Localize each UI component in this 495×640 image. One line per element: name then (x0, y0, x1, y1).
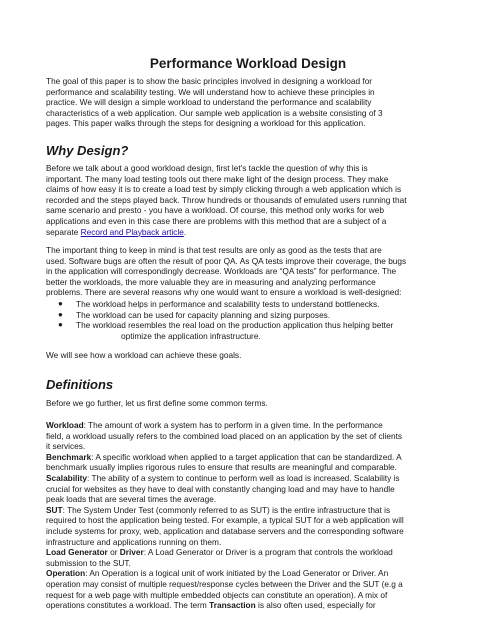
term-label: SUT (46, 504, 63, 515)
text-line (46, 600, 450, 611)
why-paragraph-1 (46, 163, 450, 237)
text-fragment: separate (46, 226, 81, 237)
text-line: claims of how easy it is to create a load test by simply clicking through a web application which is (46, 184, 402, 195)
text-line (46, 227, 450, 238)
list-item-text: The workload helps in performance and scalability tests to understand bottlenecks. (76, 299, 380, 309)
definitions-list (46, 420, 450, 611)
why-paragraph-2 (46, 245, 450, 298)
text-line: used. Software bugs are often the result of poor QA. As QA tests improve their coverage, the bugs (46, 255, 407, 266)
text-line: recorded and the steps played back. Throw hundreds or thousands of emulated users running that (46, 194, 407, 205)
text-line: required to host the application being tested. For example, a typical SUT for a web application will (46, 515, 404, 526)
text-line: peak loads that are several times the average. (46, 494, 217, 505)
definition-text: : A specific workload when applied to a target application that can be standardized. A (91, 451, 402, 462)
bullet-icon: ● (58, 309, 63, 319)
definition-scalability (46, 473, 450, 484)
reasons-list (46, 299, 450, 341)
text-line: submission to the SUT. (46, 557, 131, 568)
list-item-text: The workload resembles the real load on the production application thus helping better (76, 320, 394, 331)
record-playback-link[interactable]: Record and Playback article (80, 226, 184, 237)
text-line: operation may consist of multiple request/response cycles between the Driver and the SUT (e.g a (46, 578, 403, 589)
definition-text: : The amount of work a system has to perform in a given time. In the performance (83, 420, 383, 430)
term-label: Transaction (209, 600, 256, 611)
term-label: Workload (46, 420, 84, 430)
term-label: Operation (46, 568, 86, 579)
definition-workload (46, 420, 450, 431)
term-label: Load Generator (46, 547, 108, 558)
why-design-heading: Why Design? (46, 143, 129, 158)
page-title: Performance Workload Design (149, 56, 347, 71)
list-item (46, 310, 450, 321)
list-item (46, 320, 450, 341)
definitions-intro: Before we go further, let us first define some common terms. (46, 398, 268, 408)
definitions-heading: Definitions (46, 377, 114, 392)
term-label: Scalability (46, 472, 88, 483)
term-label: Benchmark (46, 451, 92, 462)
definition-text: : The System Under Test (commonly referred to as SUT) is the entire infrastructure that is (62, 504, 391, 515)
bullet-icon: ● (58, 320, 63, 330)
text-line: it services. (46, 441, 86, 452)
text-fragment: is also often used, especially for (255, 600, 376, 611)
definition-text: or (107, 547, 120, 558)
text-fragment: operations constitutes a workload. The term (46, 600, 210, 611)
list-item-text: The workload can be used for capacity planning and sizing purposes. (76, 309, 331, 320)
text-fragment: . (183, 226, 187, 237)
text-line: infrastructure and applications running on them. (46, 536, 222, 547)
definition-text: : A Load Generator or Driver is a program that controls the workload (143, 547, 393, 558)
text-line: The important thing to keep in mind is that test results are only as good as the tests that are (46, 245, 382, 255)
text-line: include systems for proxy, web, application and database servers and the corresponding software (46, 525, 404, 536)
text-line: better the workloads, the more valuable they are in measuring and analyzing performance (46, 276, 376, 287)
definition-benchmark (46, 452, 450, 463)
text-line: request for a web page with multiple embedded objects can constitute an operation). A mix of (46, 589, 388, 600)
text-line: in the application will correspondingly decrease. Workloads are “QA tests” for performance. The (46, 266, 397, 277)
definition-sut (46, 505, 450, 516)
text-line: The goal of this paper is to show the basic principles involved in designing a workload for (46, 76, 373, 86)
bullet-icon: ● (58, 299, 63, 308)
list-item-continuation: optimize the application infrastructure. (121, 330, 261, 341)
term-label: Driver (119, 547, 144, 558)
definition-load-generator (46, 547, 450, 558)
text-line: performance and scalability testing. We will understand how to achieve these principles in (46, 86, 375, 97)
text-line: problems. There are several reasons why one would want to ensure a workload is well-designed: (46, 287, 402, 298)
text-line: pages. This paper walks through the steps for designing a workload for this application. (46, 118, 366, 129)
text-line: Before we talk about a good workload design, first let's tackle the question of why this is (46, 163, 368, 173)
definition-text: : The ability of a system to continue to perform well as load is increased. Scalability is (87, 472, 400, 483)
text-line: applications and even in this case there are problems with this method that are a subject of a (46, 215, 387, 226)
definition-text: : An Operation is a logical unit of work initiated by the Load Generator or Driver. An (85, 568, 389, 579)
text-line: field, a workload usually refers to the combined load placed on an application by the set of clients (46, 430, 403, 441)
definition-operation (46, 568, 450, 579)
text-line: same scenario and presto - you have a workload. Of course, this method only works for web (46, 205, 385, 216)
text-line: practice. We will design a simple workload to understand the performance and scalability (46, 97, 372, 108)
intro-paragraph (46, 76, 450, 129)
why-paragraph-3: We will see how a workload can achieve these goals. (46, 350, 242, 360)
text-line: benchmark usually implies rigorous rules to ensure that results are meaningful and comparable. (46, 462, 397, 473)
list-item (46, 299, 450, 310)
text-line: important. The many load testing tools out there make light of the design process. They make (46, 173, 389, 184)
text-line: characteristics of a web application. Our sample web application is a website consisting of 3 (46, 107, 383, 118)
text-line: crucial for websites as they have to deal with constantly changing load and may have to handle (46, 483, 395, 494)
